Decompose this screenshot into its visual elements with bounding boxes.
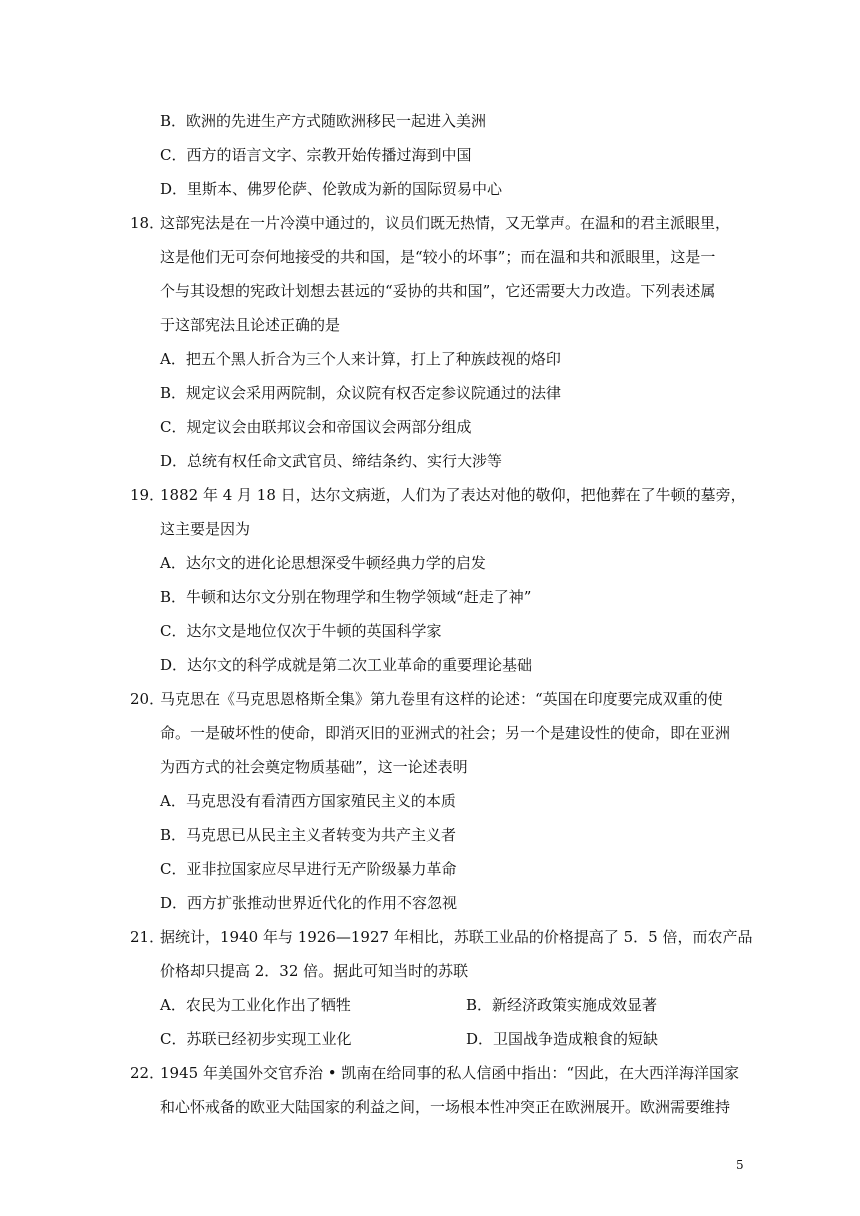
q22-stem-line-1: 1945 年美国外交官乔治 • 凯南在给同事的私人信函中指出：“因此，在大西洋海洋国家	[160, 1064, 739, 1082]
q18-option-b: B．规定议会采用两院制，众议院有权否定参议院通过的法律	[160, 384, 562, 402]
q18-stem-line-1: 这部宪法是在一片冷漠中通过的，议员们既无热情，又无掌声。在温和的君主派眼里，	[160, 214, 731, 232]
q20-stem-line-3: 为西方式的社会奠定物质基础”，这一论述表明	[160, 758, 468, 776]
q19-stem-line-1: 1882 年 4 月 18 日，达尔文病逝，人们为了表达对他的敬仰，把他葬在了牛顿的墓旁，	[160, 486, 746, 504]
q17-option-d: D．里斯本、佛罗伦萨、伦敦成为新的国际贸易中心	[160, 180, 503, 198]
q18-option-d: D．总统有权任命文武官员、缔结条约、实行大涉等	[160, 452, 503, 470]
q21-option-b: B．新经济政策实施成效显著	[466, 996, 658, 1014]
q21-option-a: A．农民为工业化作出了牺牲	[160, 996, 351, 1014]
q22-number: 22．	[130, 1064, 165, 1082]
q20-option-d: D．西方扩张推动世界近代化的作用不容忽视	[160, 894, 458, 912]
q19-option-d: D．达尔文的科学成就是第二次工业革命的重要理论基础	[160, 656, 533, 674]
q18-stem-line-2: 这是他们无可奈何地接受的共和国，是“较小的坏事”；而在温和共和派眼里，这是一	[160, 248, 716, 266]
q18-option-a: A．把五个黑人折合为三个人来计算，打上了种族歧视的烙印	[160, 350, 561, 368]
q18-option-c: C．规定议会由联邦议会和帝国议会两部分组成	[160, 418, 472, 436]
q20-number: 20．	[130, 690, 165, 708]
q18-number: 18．	[130, 214, 165, 232]
q21-stem-line-1: 据统计，1940 年与 1926—1927 年相比，苏联工业品的价格提高了 5．5 倍，而农产品	[160, 928, 753, 946]
q19-option-a: A．达尔文的进化论思想深受牛顿经典力学的启发	[160, 554, 486, 572]
q18-stem-line-4: 于这部宪法且论述正确的是	[160, 316, 341, 334]
q21-option-c: C．苏联已经初步实现工业化	[160, 1030, 352, 1048]
q20-option-c: C．亚非拉国家应尽早进行无产阶级暴力革命	[160, 860, 457, 878]
q18-stem-line-3: 个与其设想的宪政计划想去甚远的“妥协的共和国”，它还需要大力改造。下列表述属	[160, 282, 716, 300]
q20-stem-line-2: 命。一是破坏性的使命，即消灭旧的亚洲式的社会；另一个是建设性的使命，即在亚洲	[160, 724, 731, 742]
q20-option-b: B．马克思已从民主主义者转变为共产主义者	[160, 826, 457, 844]
q19-stem-line-2: 这主要是因为	[160, 520, 251, 538]
q19-number: 19．	[130, 486, 165, 504]
q17-option-c: C．西方的语言文字、宗教开始传播过海到中国	[160, 146, 472, 164]
q19-option-c: C．达尔文是地位仅次于牛顿的英国科学家	[160, 622, 442, 640]
q19-option-b: B．牛顿和达尔文分别在物理学和生物学领域“赶走了神”	[160, 588, 532, 606]
q20-option-a: A．马克思没有看清西方国家殖民主义的本质	[160, 792, 456, 810]
page-number: 5	[736, 1158, 744, 1172]
q21-number: 21．	[130, 928, 165, 946]
q22-stem-line-2: 和心怀戒备的欧亚大陆国家的利益之间，一场根本性冲突正在欧洲展开。欧洲需要维持	[160, 1098, 731, 1116]
q20-stem-line-1: 马克思在《马克思恩格斯全集》第九卷里有这样的论述：“英国在印度要完成双重的使	[160, 690, 723, 708]
q21-stem-line-2: 价格却只提高 2．32 倍。据此可知当时的苏联	[160, 962, 469, 980]
q17-option-b: B．欧洲的先进生产方式随欧洲移民一起进入美洲	[160, 112, 487, 130]
q21-option-d: D．卫国战争造成粮食的短缺	[466, 1030, 659, 1048]
